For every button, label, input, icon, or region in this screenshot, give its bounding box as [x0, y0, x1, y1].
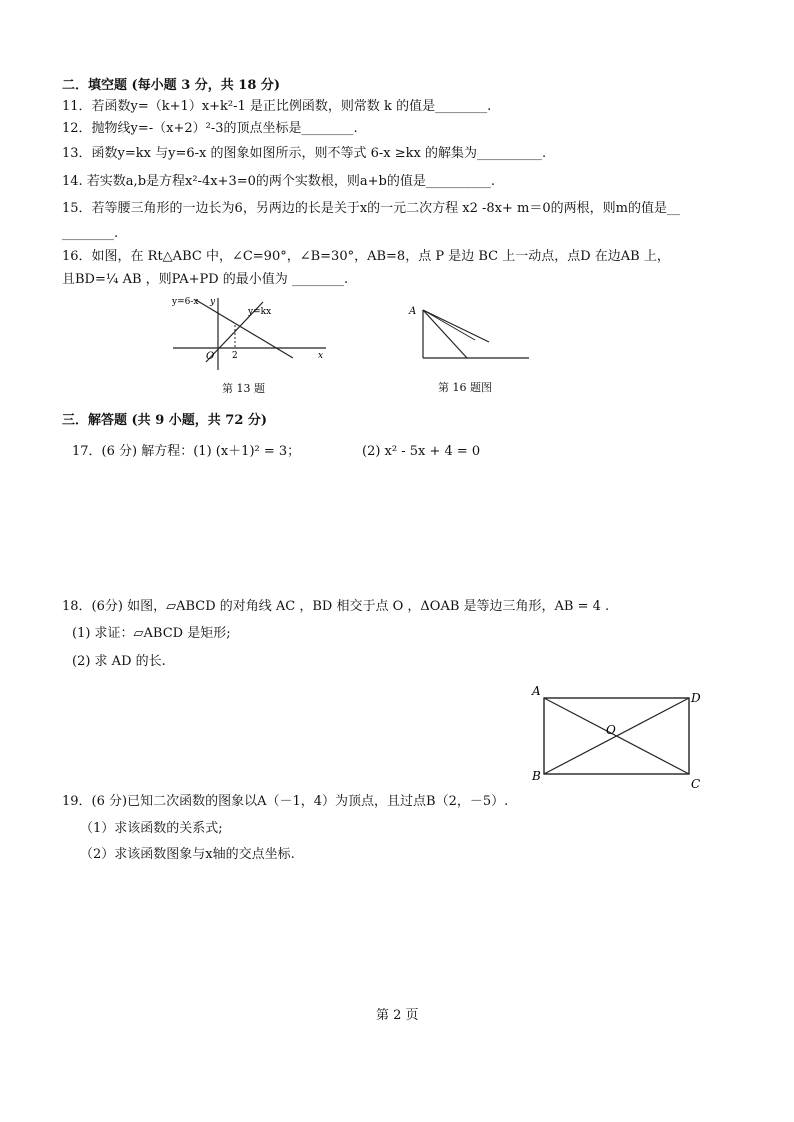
question-19-part2: （2）求该函数图象与x轴的交点坐标. — [80, 847, 295, 862]
figure-16-triangle — [405, 300, 535, 362]
label-y6x: y=6-x — [172, 297, 199, 307]
question-13: 13．函数y=kx 与y=6-x 的图象如图所示，则不等式 6-x ≥kx 的解集为__________. — [62, 146, 547, 161]
question-18-part2: (2) 求 AD 的长. — [72, 654, 166, 669]
center-o: O — [606, 723, 616, 737]
question-16-line1: 16．如图，在 Rt△ABC 中，∠C=90°，∠B=30°，AB=8，点 P 是边 BC 上一动点，点D 在边AB 上， — [62, 249, 670, 264]
figure-18-rectangle — [528, 682, 708, 792]
question-19: 19．(6 分)已知二次函数的图象以A（－1，4）为顶点，且过点B（2，－5）. — [62, 794, 509, 809]
question-18: 18．(6分) 如图，▱ABCD 的对角线 AC ，BD 相交于点 O ，ΔOAB 是等边三角形，AB = 4 . — [62, 599, 610, 614]
figure-16-caption: 第 16 题图 — [438, 381, 492, 394]
segment-ap — [423, 310, 467, 358]
label-a: A — [409, 306, 417, 317]
figure-13-caption: 第 13 题 — [222, 382, 265, 395]
label-x: x — [318, 351, 324, 361]
label-origin: O — [206, 351, 215, 362]
question-16-line2: 且BD=¼ AB ，则PA+PD 的最小值为 ________. — [62, 272, 349, 287]
label-2: 2 — [232, 351, 238, 361]
question-17-part2: (2) x² - 5x + 4 = 0 — [362, 444, 481, 459]
question-19-part1: （1）求该函数的关系式; — [80, 821, 223, 836]
line-y-6-minus-x — [196, 300, 293, 358]
vertex-d: D — [691, 691, 701, 705]
question-14: 14. 若实数a,b是方程x²-4x+3=0的两个实数根，则a+b的值是__________. — [62, 174, 495, 189]
section-2-title: 二．填空题 (每小题 3 分，共 18 分) — [62, 78, 281, 93]
segment-ad — [423, 310, 475, 340]
label-ykx: y=kx — [248, 307, 272, 317]
question-17-part1: 17．(6 分) 解方程：(1) (x＋1)² = 3； — [72, 444, 301, 459]
figure-13-graph — [168, 292, 333, 372]
vertex-c: C — [691, 777, 701, 791]
vertex-b: B — [532, 769, 541, 783]
section-3-title: 三．解答题 (共 9 小题，共 72 分) — [62, 413, 268, 428]
vertex-a: A — [532, 684, 541, 698]
question-15-line1: 15．若等腰三角形的一边长为6，另两边的长是关于x的一元二次方程 x2 -8x+ m＝0的两根，则m的值是__ — [62, 201, 680, 216]
label-y: y — [210, 297, 216, 307]
question-12: 12．抛物线y=-（x+2）²-3的顶点坐标是________. — [62, 121, 358, 136]
question-15-line2: ________. — [62, 226, 119, 241]
question-18-part1: (1) 求证：▱ABCD 是矩形; — [72, 626, 231, 641]
page-number: 第 2 页 — [376, 1008, 419, 1023]
question-11: 11．若函数y=（k+1）x+k²-1 是正比例函数，则常数 k 的值是________. — [62, 99, 492, 114]
segment-ab — [423, 310, 489, 342]
